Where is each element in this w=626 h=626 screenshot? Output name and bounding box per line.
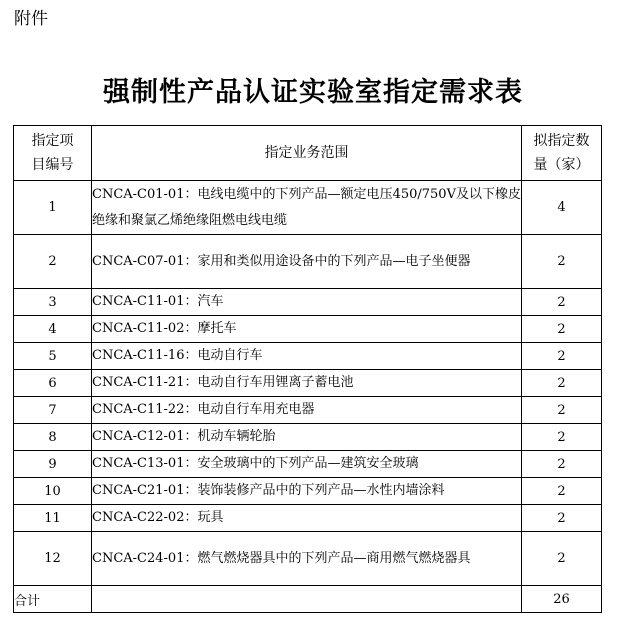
row-scope: CNCA-C22-02：玩具 (92, 505, 522, 532)
row-scope: CNCA-C11-22：电动自行车用充电器 (92, 397, 522, 424)
requirements-table (13, 125, 602, 613)
table-row (14, 343, 602, 370)
row-scope: CNCA-C21-01：装饰装修产品中的下列产品—水性内墙涂料 (92, 478, 522, 505)
row-count: 2 (522, 532, 602, 586)
row-scope: CNCA-C12-01：机动车辆轮胎 (92, 424, 522, 451)
row-count: 2 (522, 451, 602, 478)
page-title: 强制性产品认证实验室指定需求表 (103, 77, 523, 108)
row-scope: CNCA-C01-01：电线电缆中的下列产品—额定电压450/750V及以下橡皮绝缘和聚氯乙烯绝缘阻燃电线电缆 (92, 181, 522, 235)
attachment-label: 附件 (14, 9, 48, 29)
row-scope: CNCA-C11-01：汽车 (92, 289, 522, 316)
row-number: 5 (14, 343, 92, 370)
column-header-scope: 指定业务范围 (92, 126, 522, 181)
table-row (14, 181, 602, 235)
table-header-row (14, 126, 602, 181)
table-row (14, 316, 602, 343)
row-number: 9 (14, 451, 92, 478)
table-row (14, 370, 602, 397)
table-row (14, 424, 602, 451)
total-row (14, 586, 602, 613)
total-label: 合计 (14, 586, 92, 613)
row-count: 2 (522, 316, 602, 343)
row-number: 7 (14, 397, 92, 424)
row-number: 3 (14, 289, 92, 316)
row-number: 6 (14, 370, 92, 397)
row-scope: CNCA-C24-01：燃气燃烧器具中的下列产品—商用燃气燃烧器具 (92, 532, 522, 586)
row-count: 2 (522, 289, 602, 316)
total-scope (92, 586, 522, 613)
row-count: 2 (522, 343, 602, 370)
row-count: 2 (522, 505, 602, 532)
row-number: 11 (14, 505, 92, 532)
row-count: 2 (522, 397, 602, 424)
column-header-code-line1: 指定项 (31, 133, 74, 149)
total-count: 26 (522, 586, 602, 613)
row-count: 2 (522, 478, 602, 505)
table-row (14, 235, 602, 289)
table-row (14, 397, 602, 424)
row-scope: CNCA-C11-16：电动自行车 (92, 343, 522, 370)
column-header-count-line1: 拟指定数 (533, 133, 590, 149)
row-number: 10 (14, 478, 92, 505)
table-row (14, 451, 602, 478)
table-row (14, 478, 602, 505)
row-scope: CNCA-C07-01：家用和类似用途设备中的下列产品—电子坐便器 (92, 235, 522, 289)
row-scope: CNCA-C11-02：摩托车 (92, 316, 522, 343)
row-number: 12 (14, 532, 92, 586)
column-header-count-line2: 量（家） (533, 157, 590, 173)
row-count: 2 (522, 424, 602, 451)
column-header-code-line2: 目编号 (31, 157, 74, 173)
row-number: 8 (14, 424, 92, 451)
row-number: 1 (14, 181, 92, 235)
row-scope: CNCA-C11-21：电动自行车用锂离子蓄电池 (92, 370, 522, 397)
row-count: 2 (522, 235, 602, 289)
table-row (14, 505, 602, 532)
row-number: 2 (14, 235, 92, 289)
row-count: 4 (522, 181, 602, 235)
table-row (14, 532, 602, 586)
column-header-count (522, 126, 602, 181)
table-row (14, 289, 602, 316)
column-header-code (14, 126, 92, 181)
row-count: 2 (522, 370, 602, 397)
row-scope: CNCA-C13-01：安全玻璃中的下列产品—建筑安全玻璃 (92, 451, 522, 478)
row-number: 4 (14, 316, 92, 343)
